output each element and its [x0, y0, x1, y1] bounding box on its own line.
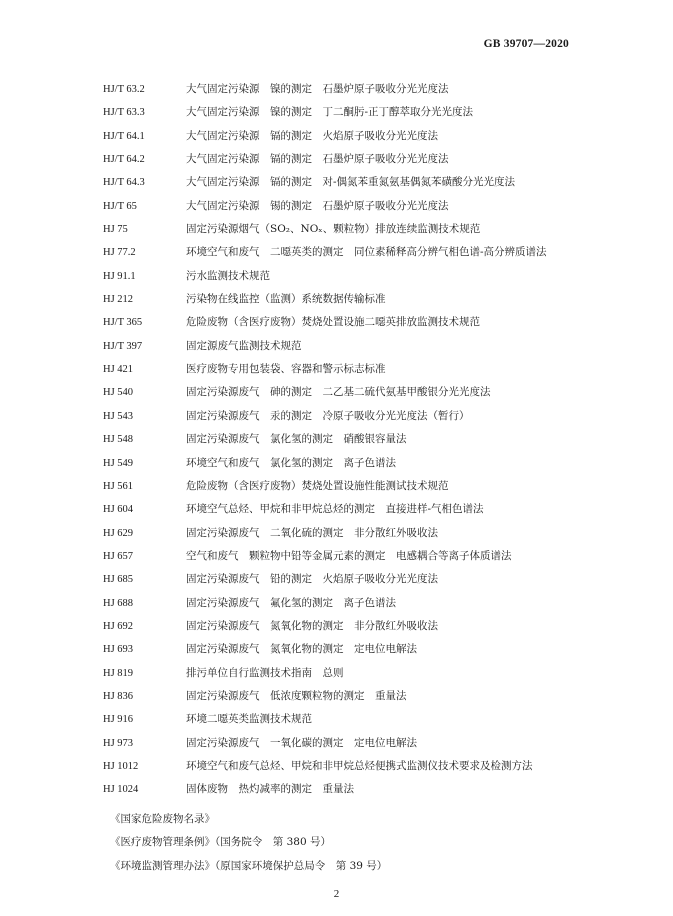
standard-title: 固定污染源废气 汞的测定 冷原子吸收分光光度法（暂行） — [186, 409, 470, 422]
standard-code: HJ 561 — [103, 480, 134, 492]
standard-title: 环境空气和废气 氯化氢的测定 离子色谱法 — [186, 456, 396, 469]
standard-title: 固体废物 热灼减率的测定 重量法 — [186, 783, 354, 796]
standard-title: 环境空气和废气 二噁英类的测定 同位素稀释高分辨气相色谱-高分辨质谱法 — [186, 246, 547, 259]
regulation-reference: 《环境监测管理办法》（原国家环境保护总局令 第 39 号） — [110, 859, 388, 872]
standard-code: HJ 1024 — [103, 784, 139, 796]
standard-code: HJ 693 — [103, 644, 134, 656]
standard-code: HJ 1012 — [103, 760, 139, 772]
page-number: 2 — [333, 888, 340, 900]
standard-title: 大气固定污染源 锡的测定 石墨炉原子吸收分光光度法 — [186, 199, 449, 212]
standard-title: 固定污染源废气 氯化氢的测定 硝酸银容量法 — [186, 433, 407, 446]
standard-code: HJ 916 — [103, 714, 134, 726]
standard-number-header: GB 39707—2020 — [483, 38, 569, 50]
standard-title: 大气固定污染源 镍的测定 石墨炉原子吸收分光光度法 — [186, 83, 449, 95]
standard-code: HJ/T 365 — [103, 317, 143, 329]
standard-code: HJ 973 — [103, 737, 134, 749]
standard-title: 空气和废气 颗粒物中铅等金属元素的测定 电感耦合等离子体质谱法 — [186, 549, 512, 562]
standard-code: HJ/T 64.1 — [103, 130, 145, 142]
standard-title: 环境空气总烃、甲烷和非甲烷总烃的测定 直接进样-气相色谱法 — [186, 503, 484, 516]
standard-title: 固定污染源废气 铅的测定 火焰原子吸收分光光度法 — [186, 573, 438, 586]
standard-code: HJ 212 — [103, 294, 134, 306]
standard-title: 大气固定污染源 镉的测定 火焰原子吸收分光光度法 — [186, 129, 438, 142]
standard-code: HJ/T 63.3 — [103, 107, 145, 119]
standard-code: HJ 688 — [103, 597, 134, 609]
standard-title: 固定污染源废气 一氧化碳的测定 定电位电解法 — [186, 736, 417, 749]
standard-title: 医疗废物专用包装袋、容器和警示标志标准 — [186, 363, 386, 376]
standard-title: 大气固定污染源 镍的测定 丁二酮肟-正丁醇萃取分光光度法 — [186, 106, 474, 119]
standard-code: HJ/T 397 — [103, 340, 143, 352]
standard-code: HJ 421 — [103, 364, 134, 376]
standard-code: HJ 543 — [103, 410, 134, 422]
standard-title: 排污单位自行监测技术指南 总则 — [186, 666, 344, 679]
standard-code: HJ/T 64.3 — [103, 177, 145, 189]
standard-title: 固定污染源废气 砷的测定 二乙基二硫代氨基甲酸银分光光度法 — [186, 386, 491, 399]
standard-title: 固定污染源烟气（SO₂、NOₓ、颗粒物）排放连续监测技术规范 — [186, 223, 481, 236]
standard-title: 固定污染源废气 低浓度颗粒物的测定 重量法 — [186, 689, 407, 702]
standard-code: HJ 685 — [103, 574, 134, 586]
standard-title: 危险废物（含医疗废物）焚烧处置设施二噁英排放监测技术规范 — [186, 316, 480, 329]
regulation-reference: 《国家危险废物名录》 — [110, 813, 215, 825]
standard-code: HJ/T 64.2 — [103, 154, 145, 166]
standard-title: 污染物在线监控（监测）系统数据传输标准 — [186, 293, 386, 306]
standard-title: 大气固定污染源 镉的测定 石墨炉原子吸收分光光度法 — [186, 153, 449, 166]
standard-title: 污水监测技术规范 — [186, 269, 270, 282]
standard-code: HJ 692 — [103, 620, 134, 632]
standard-code: HJ 604 — [103, 504, 134, 516]
standard-code: HJ 836 — [103, 690, 134, 702]
standard-code: HJ/T 65 — [103, 200, 137, 212]
standard-code: HJ 548 — [103, 434, 134, 446]
standard-title: 环境二噁英类监测技术规范 — [186, 713, 312, 726]
standard-title: 固定污染源废气 氮氧化物的测定 非分散红外吸收法 — [186, 619, 438, 632]
standard-code: HJ 549 — [103, 457, 134, 469]
standard-title: 危险废物（含医疗废物）焚烧处置设施性能测试技术规范 — [186, 479, 449, 492]
standard-code: HJ 75 — [103, 224, 128, 236]
standard-title: 固定污染源废气 氮氧化物的测定 定电位电解法 — [186, 643, 417, 656]
standard-code: HJ 657 — [103, 550, 134, 562]
regulation-reference: 《医疗废物管理条例》（国务院令 第 380 号） — [110, 836, 331, 849]
standard-code: HJ 540 — [103, 387, 134, 399]
standard-title: 大气固定污染源 镉的测定 对-偶氮苯重氮氨基偶氮苯磺酸分光光度法 — [186, 176, 516, 189]
standard-title: 固定污染源废气 二氧化硫的测定 非分散红外吸收法 — [186, 526, 438, 539]
standard-code: HJ 819 — [103, 667, 134, 679]
standard-code: HJ/T 63.2 — [103, 84, 145, 95]
standard-code: HJ 91.1 — [103, 270, 136, 282]
standard-code: HJ 629 — [103, 527, 134, 539]
standard-title: 环境空气和废气总烃、甲烷和非甲烷总烃便携式监测仪技术要求及检测方法 — [186, 759, 533, 772]
standard-title: 固定污染源废气 氟化氢的测定 离子色谱法 — [186, 596, 396, 609]
regulations-list — [110, 808, 387, 878]
standard-title: 固定源废气监测技术规范 — [186, 339, 302, 352]
standard-code: HJ 77.2 — [103, 247, 136, 259]
